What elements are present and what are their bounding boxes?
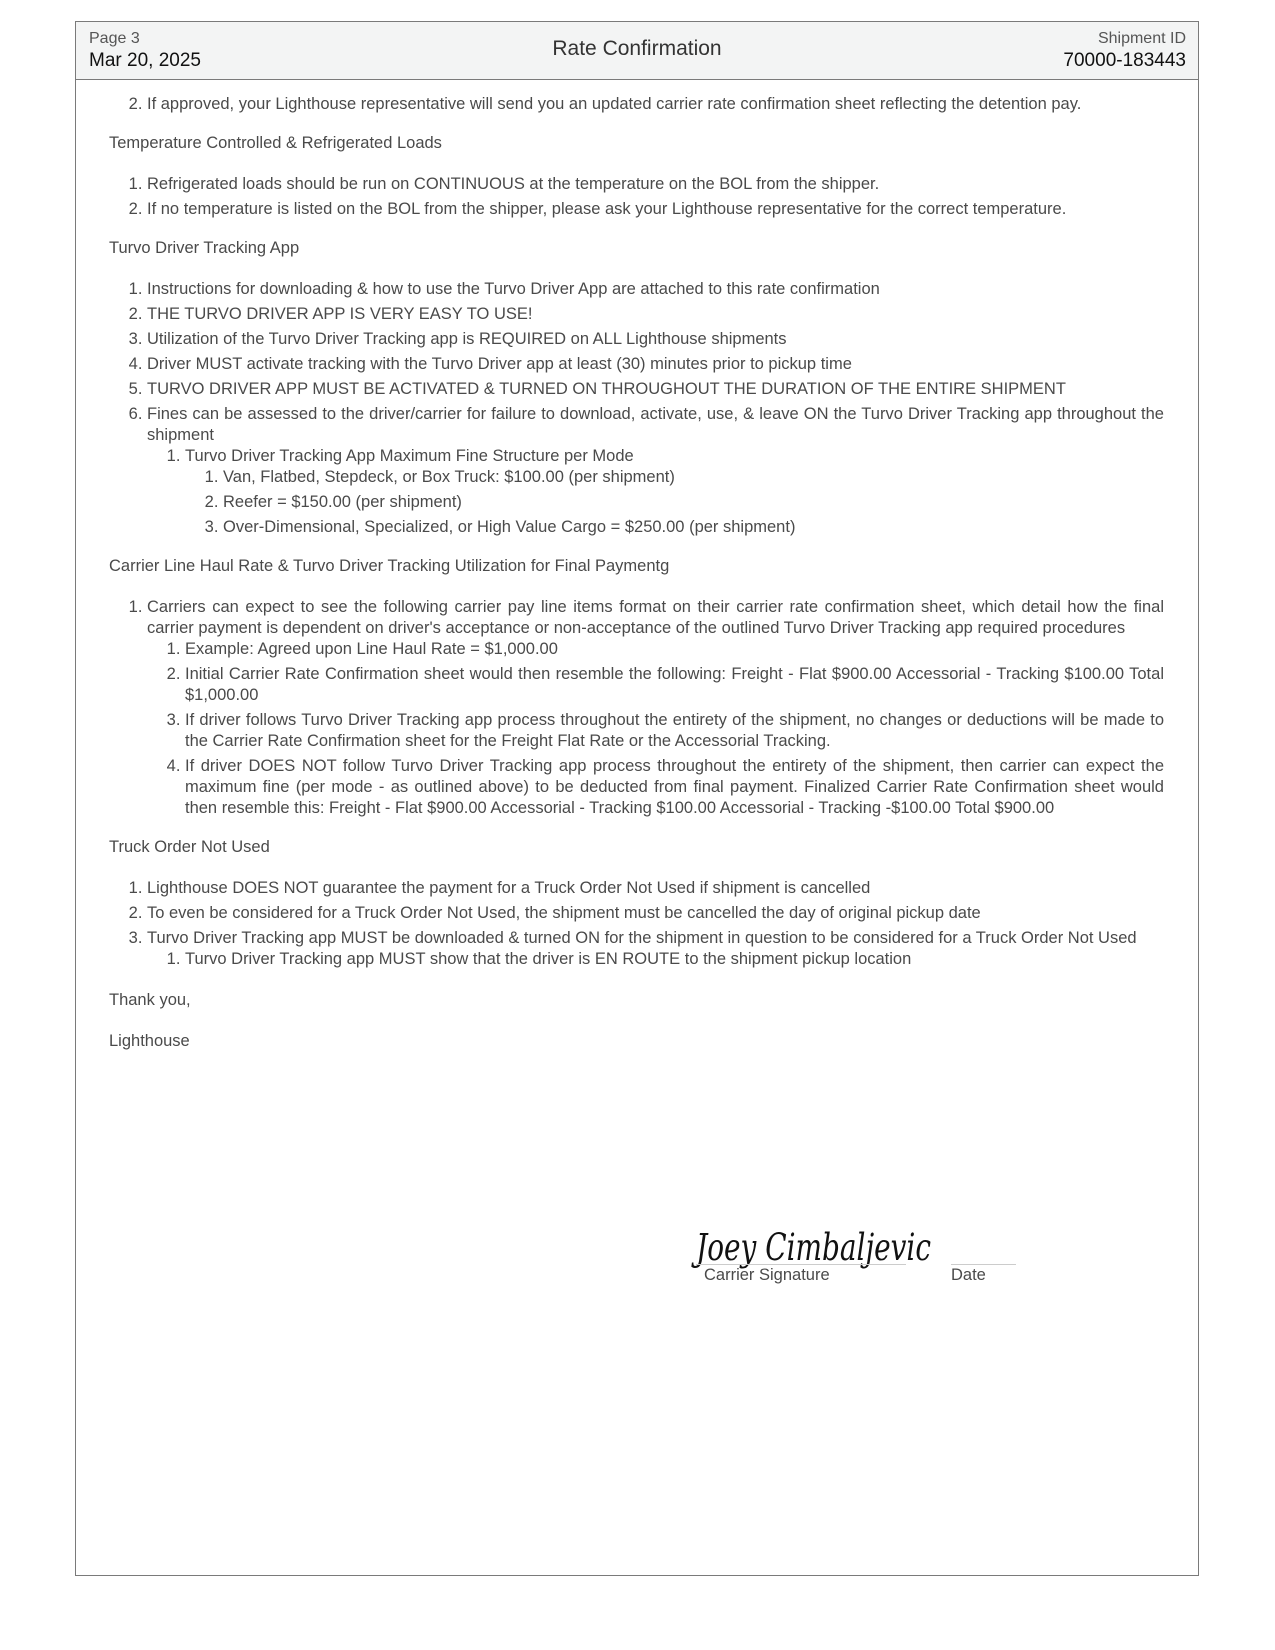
list-item-text: Fines can be assessed to the driver/carrier for failure to download, activate, use, & leave ON the Turvo Driver Tracking app throughout the shipment [147,405,1164,444]
list-item: 1. Example: Agreed upon Line Haul Rate = $1,000.00 [185,639,1164,660]
shipment-id: 70000-183443 [1063,50,1186,71]
list-item-text: Carriers can expect to see the following carrier pay line items format on their carrier rate confirmation sheet, which detail how the final carrier payment is dependent on driver's acceptance or non-acceptance of the outlined Turvo Driver Tracking app required procedures [147,598,1164,637]
list-item: 2. If no temperature is listed on the BOL from the shipper, please ask your Lighthouse representative for the correct temperature. [147,199,1164,220]
signature-text: Joey Cimbaljevic [690,1226,932,1269]
list-item [147,404,1164,538]
list-item: 1. Lighthouse DOES NOT guarantee the payment for a Truck Order Not Used if shipment is cancelled [147,878,1164,899]
list-item: 1. Van, Flatbed, Stepdeck, or Box Truck: $100.00 (per shipment) [223,467,1164,488]
page-number: Page 3 [89,30,140,47]
section-heading-tracking-app: Turvo Driver Tracking App [109,239,300,257]
list-item: 2. If approved, your Lighthouse representative will send you an updated carrier rate confirmation sheet reflecting the detention pay. [147,94,1164,115]
list-item: 2. THE TURVO DRIVER APP IS VERY EASY TO USE! [147,304,1164,325]
section-heading-temperature: Temperature Controlled & Refrigerated Loads [109,134,442,152]
shipment-id-label: Shipment ID [1097,30,1186,47]
list-item: 2. Reefer = $150.00 (per shipment) [223,492,1164,513]
document-title: Rate Confirmation [552,37,722,60]
signature-area [690,1214,1116,1284]
page-frame [75,21,1199,1576]
section-heading-line-haul: Carrier Line Haul Rate & Turvo Driver Tracking Utilization for Final Paymentg [109,557,670,575]
signature-line [696,1264,906,1265]
list-item: 2. To even be considered for a Truck Order Not Used, the shipment must be cancelled the day of original pickup date [147,903,1164,924]
list-item: 1. Refrigerated loads should be run on CONTINUOUS at the temperature on the BOL from the shipper. [147,174,1164,195]
fines-list [185,467,1164,538]
truck-order-list [109,878,1164,970]
line-haul-list [109,597,1164,819]
list-item: 3. Over-Dimensional, Specialized, or High Value Cargo = $250.00 (per shipment) [223,517,1164,538]
closing-thanks: Thank you, [109,991,191,1009]
date-line [951,1264,1016,1265]
tracking-app-list [109,279,1164,538]
closing-company: Lighthouse [109,1032,190,1050]
carrier-signature [690,1214,936,1274]
list-item-text: Turvo Driver Tracking app MUST be downloaded & turned ON for the shipment in question to be considered for a Truck Order Not Used [147,929,1137,947]
continued-list [109,94,1164,115]
date-label: Date [951,1266,986,1284]
document-date: Mar 20, 2025 [89,50,201,71]
list-item-text: Turvo Driver Tracking App Maximum Fine Structure per Mode [185,447,634,465]
list-item: 1. Turvo Driver Tracking app MUST show that the driver is EN ROUTE to the shipment pickup location [185,949,1164,970]
header-right [1063,29,1186,73]
list-item: 5. TURVO DRIVER APP MUST BE ACTIVATED & TURNED ON THROUGHOUT THE DURATION OF THE ENTIRE SHIPMENT [147,379,1164,400]
list-item: 4. If driver DOES NOT follow Turvo Driver Tracking app process throughout the entirety of the shipment, then carrier can expect the maximum fine (per mode - as outlined above) to be deducted from final payment. Finalized Carrier Rate Confirmation sheet would then resemble this: Freight - Flat $900.00 Accessorial - Tracking $100.00 Accessorial - Tracking -$100.00 Total $900.00 [185,756,1164,819]
list-item: 2. Initial Carrier Rate Confirmation sheet would then resemble the following: Freight - Flat $900.00 Accessorial - Tracking $100.00 Total $1,000.00 [185,664,1164,706]
page-header [76,22,1198,80]
fine-structure-list [147,446,1164,538]
list-item: 1. Instructions for downloading & how to use the Turvo Driver App are attached to this rate confirmation [147,279,1164,300]
list-item: 4. Driver MUST activate tracking with the Turvo Driver app at least (30) minutes prior to pickup time [147,354,1164,375]
truck-order-sublist [147,949,1164,970]
list-item [147,928,1164,970]
line-haul-sublist [147,639,1164,819]
carrier-signature-label: Carrier Signature [704,1266,830,1284]
section-heading-truck-order: Truck Order Not Used [109,838,270,856]
list-item [147,597,1164,819]
temperature-list [109,174,1164,220]
document-body [109,94,1164,1052]
list-item: 3. If driver follows Turvo Driver Tracking app process throughout the entirety of the shipment, no changes or deductions will be made to the Carrier Rate Confirmation sheet for the Freight Flat Rate or the Accessorial Tracking. [185,710,1164,752]
list-item: 3. Utilization of the Turvo Driver Tracking app is REQUIRED on ALL Lighthouse shipments [147,329,1164,350]
list-item [185,446,1164,538]
